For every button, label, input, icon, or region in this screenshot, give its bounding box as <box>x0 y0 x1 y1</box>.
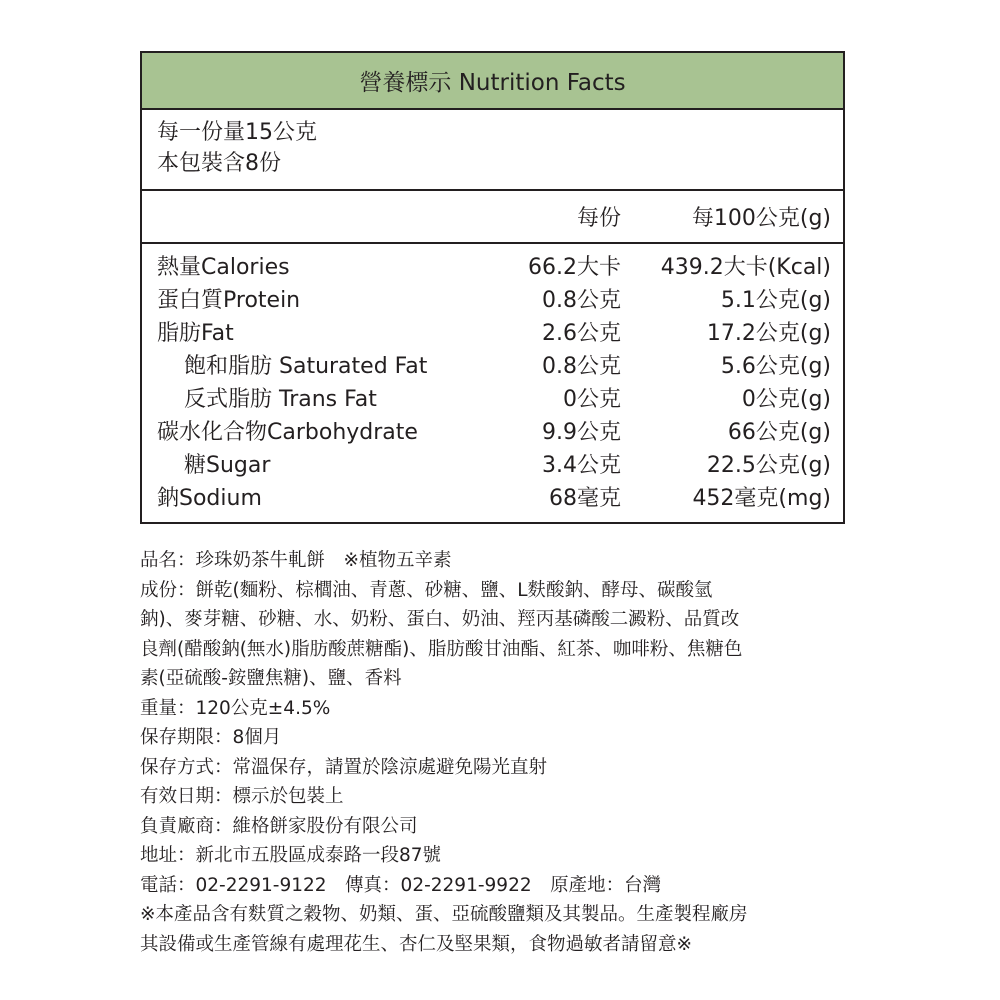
ingredients-line: 素(亞硫酸-銨鹽焦糖)、鹽、香料 <box>140 668 402 689</box>
weight-line: 重量：120公克±4.5% <box>140 697 331 719</box>
divider-header <box>142 242 843 244</box>
expiry-line: 有效日期：標示於包裝上 <box>140 786 344 807</box>
per-serving-value: 66.2大卡 <box>528 255 621 280</box>
per-serving-value: 9.9公克 <box>542 420 621 445</box>
contact-line: 電話：02-2291-9122 傳真：02-2291-9922 原產地：台灣 <box>140 874 662 896</box>
nutrition-facts-panel <box>140 51 845 524</box>
nutrient-label: 反式脂肪 Trans Fat <box>184 387 377 412</box>
nutrient-row-calories <box>142 251 843 284</box>
per-100g-value: 439.2大卡(Kcal) <box>660 255 831 280</box>
per-100g-value: 17.2公克(g) <box>706 321 831 346</box>
column-header-per-serving: 每份 <box>576 206 621 231</box>
storage-line: 保存方式：常溫保存，請置於陰涼處避免陽光直射 <box>140 756 548 778</box>
address-line: 地址：新北市五股區成泰路一段87號 <box>140 845 442 866</box>
nutrient-row-trans-fat <box>142 383 843 416</box>
serving-size: 每一份量15公克 <box>157 120 317 145</box>
per-100g-value: 66公克(g) <box>727 420 831 445</box>
per-serving-value: 3.4公克 <box>542 453 621 478</box>
nutrient-label: 糖Sugar <box>184 453 271 478</box>
nutrition-title: 營養標示 Nutrition Facts <box>142 53 843 110</box>
shelf-life-line: 保存期限：8個月 <box>140 727 282 748</box>
nutrient-row-protein <box>142 284 843 317</box>
per-100g-value: 22.5公克(g) <box>706 453 831 478</box>
nutrient-row-sodium <box>142 482 843 515</box>
nutrient-row-fat <box>142 317 843 350</box>
nutrient-label: 鈉Sodium <box>157 486 262 511</box>
allergen-line: ※本產品含有麩質之穀物、奶類、蛋、亞硫酸鹽類及其製品。生產製程廠房 <box>140 904 748 925</box>
nutrient-label: 熱量Calories <box>157 255 290 280</box>
per-100g-value: 0公克(g) <box>741 387 831 412</box>
manufacturer-line: 負責廠商：維格餅家股份有限公司 <box>140 815 418 837</box>
per-serving-value: 0公克 <box>563 387 621 412</box>
column-header-per-100g: 每100公克(g) <box>691 206 831 231</box>
nutrient-label: 飽和脂肪 Saturated Fat <box>184 354 428 379</box>
nutrient-row-saturated-fat <box>142 350 843 383</box>
per-serving-value: 0.8公克 <box>542 354 621 379</box>
allergen-line: 其設備或生產管線有處理花生、杏仁及堅果類，食物過敏者請留意※ <box>140 933 693 955</box>
serving-info <box>157 117 317 179</box>
nutrient-label: 脂肪Fat <box>157 321 234 346</box>
per-100g-value: 452毫克(mg) <box>692 486 831 511</box>
nutrient-row-carbohydrate <box>142 416 843 449</box>
nutrient-row-sugar <box>142 449 843 482</box>
ingredients-line: 良劑(醋酸鈉(無水)脂肪酸蔗糖酯)、脂肪酸甘油酯、紅茶、咖啡粉、焦糖色 <box>140 638 743 660</box>
per-serving-value: 2.6公克 <box>542 321 621 346</box>
product-name-line: 品名：珍珠奶茶牛軋餅 ※植物五辛素 <box>140 550 452 571</box>
per-serving-value: 0.8公克 <box>542 288 621 313</box>
ingredients-line: 鈉)、麥芽糖、砂糖、水、奶粉、蛋白、奶油、羥丙基磷酸二澱粉、品質改 <box>140 609 740 630</box>
product-info <box>140 546 850 959</box>
nutrient-label: 蛋白質Protein <box>157 288 301 313</box>
nutrient-rows <box>142 251 843 515</box>
per-100g-value: 5.1公克(g) <box>720 288 831 313</box>
servings-per-pack: 本包裝含8份 <box>157 151 281 176</box>
per-100g-value: 5.6公克(g) <box>720 354 831 379</box>
ingredients-line: 成份：餅乾(麵粉、棕櫚油、青蔥、砂糖、鹽、L麩酸鈉、酵母、碳酸氫 <box>140 579 713 601</box>
divider-top <box>142 189 843 191</box>
per-serving-value: 68毫克 <box>549 486 621 511</box>
nutrient-label: 碳水化合物Carbohydrate <box>157 420 418 445</box>
